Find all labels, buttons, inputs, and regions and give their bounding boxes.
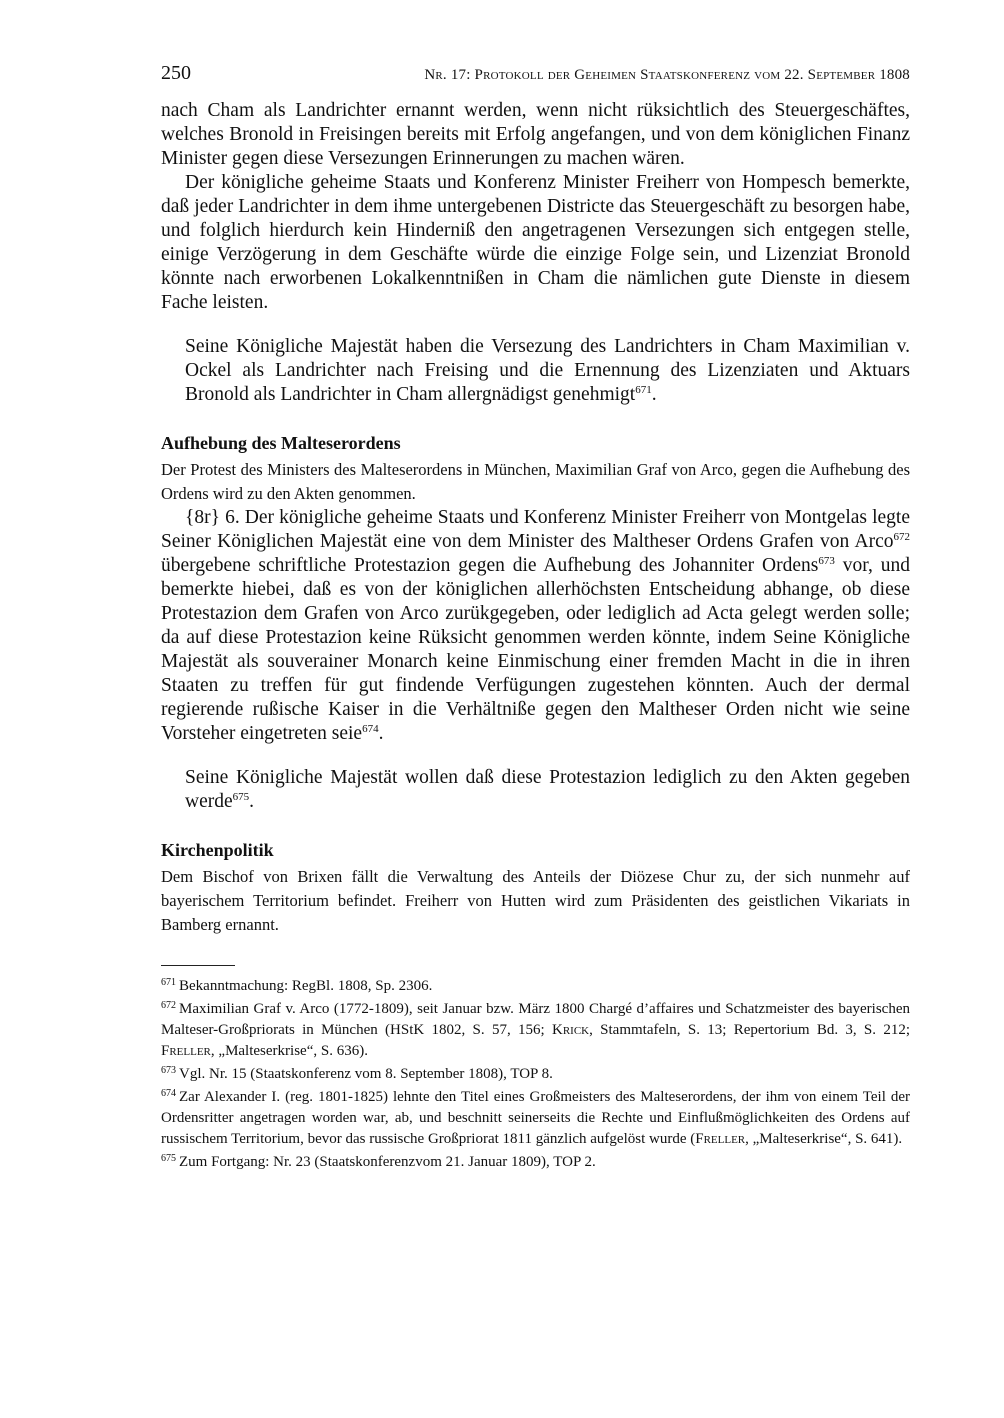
paragraph-continuation: nach Cham als Landrichter ernannt werden, wenn nicht rüksichtlich des Steuergeschäftes, welches Bronold in Freisingen bereits mit Erfolg angefangen, und von dem königlichen Finanz Minister gegen diese Versezungen Erinnerungen zu machen wären. [161,100,910,169]
footnote-ref: 672 [893,531,910,543]
page-header [161,62,910,85]
paragraph-hompesch: Der königliche geheime Staats und Konferenz Minister Freiherr von Hompesch bemerkte, daß jeder Landrichter in dem ihme untergebenen Districte das Steuergeschäft zu besorgen habe, und folglich hierdurch kein Hinderniß den angetragenen Versezungen sich entgegen stelle, einige Verzögerung in dem Geschäfte würde die einzige Folge sein, und Lizenziat Bronold könnte nach erworbenen Lokalkenntnißen in Cham die nämlichen gute Dienste in diesem Fache leisten. [161,172,910,313]
resolution-protestazion: Seine Königliche Majestät wollen daß diese Protestazion lediglich zu den Akten gegeben werde$^{675}$. [185,767,910,812]
footnote-ref: 671 [635,384,652,396]
section-summary: Dem Bischof von Brixen fällt die Verwaltung des Anteils der Diözese Chur zu, der sich nunmehr auf bayerischem Territorium befindet. Freiherr von Hutten wird zum Präsidenten des geistlichen Vikariats in Bamberg ernannt. [161,867,910,934]
page-number: 250 [161,62,191,84]
footnote: $^{673}$ Vgl. Nr. 15 (Staatskonferenz vom 8. September 1808), TOP 8. [161,1065,553,1082]
section-summary: Der Protest des Ministers des Malteserordens in München, Maximilian Graf von Arco, gegen die Aufhebung des Ordens wird zu den Akten genommen. [161,460,910,503]
footnote: $^{671}$ Bekanntmachung: RegBl. 1808, Sp. 2306. [161,977,433,994]
section-heading: Aufhebung des Malteserordens [161,433,401,453]
paragraph-montgelas: {8r} 6. Der königliche geheime Staats und Konferenz Minister Freiherr von Montgelas legte Seiner Königlichen Majestät eine von dem Minister des Maltheser Ordens Grafen von Arco$^{672}$ übergebene schriftliche Protestazion gegen die Aufhebung des Johanniter Ordens$^{673}$ vor, und bemerkte hiebei, daß es von der königlichen allerhöchsten Entscheidung abhange, ob diese Protestazion dem Grafen von Arco zurükgegeben, oder lediglich ad Acta gelegt werden solle; da auf diese Protestazion keine Rüksicht genommen werden könnte, indem Seine Königliche Majestät als souverainer Monarch keine Einmischung einer fremden Macht in die in ihren Staaten zu treffen für gut findende Verfügungen zugestehen könnten. Auch der dermal regierende rußische Kaiser in die Verhältniße gegen den Maltheser Orden nicht wie seine Vorsteher eingetreten seie$^{674}$. [161,507,911,744]
resolution-text: Seine Königliche Majestät haben die Versezung des Landrichters in Cham Maximilian v. Ockel als Landrichter nach Freising und die Ernennung des Lizenziaten und Aktuars Bronold als Landrichter in Cham allergnädigst genehmigt [185,336,910,405]
footnote-ref: 674 [362,723,379,735]
running-head: Nr. 17: Protokoll der Geheimen Staatskonferenz vom 22. September 1808 [424,67,910,83]
footnote: $^{675}$ Zum Fortgang: Nr. 23 (Staatskonferenzvom 21. Januar 1809), TOP 2. [161,1153,596,1170]
section-heading: Kirchenpolitik [161,840,274,860]
footnote-ref: 675 [232,791,250,803]
footnote-ref: 673 [818,555,835,567]
document-page [161,62,910,1175]
footnote-divider [161,965,235,966]
footnote: $^{672}$ Maximilian Graf v. Arco (1772-1809), seit Januar bzw. März 1800 Chargé d’affaires und Schatzmeister des bayerischen Malteser-Großpriorats in München (HStK 1802, S. 57, 156; Krick, Stammtafeln, S. 13; Repertorium Bd. 3, S. 212; Freller, „Malteserkrise“, S. 636). [161,1000,910,1059]
footnote: $^{674}$ Zar Alexander I. (reg. 1801-1825) lehnte den Titel eines Großmeisters des Malteserordens, der ihm von einem Teil der Ordensritter angetragen worden war, ab, und beschnitt seinerseits die Rechte und Einflußmöglichkeiten des Ordens auf russischem Territorium, bevor das russische Großpriorat 1811 gänzlich aufgelöst wurde (Freller, „Malteserkrise“, S. 641). [161,1088,910,1147]
resolution-landrichter: Seine Königliche Majestät haben die Versezung des Landrichters in Cham Maximilian v. Ockel als Landrichter nach Freising und die Ernennung des Lizenziaten und Aktuars Bronold als Landrichter in Cham allergnädigst genehmigt$^{671}$. [185,336,910,405]
